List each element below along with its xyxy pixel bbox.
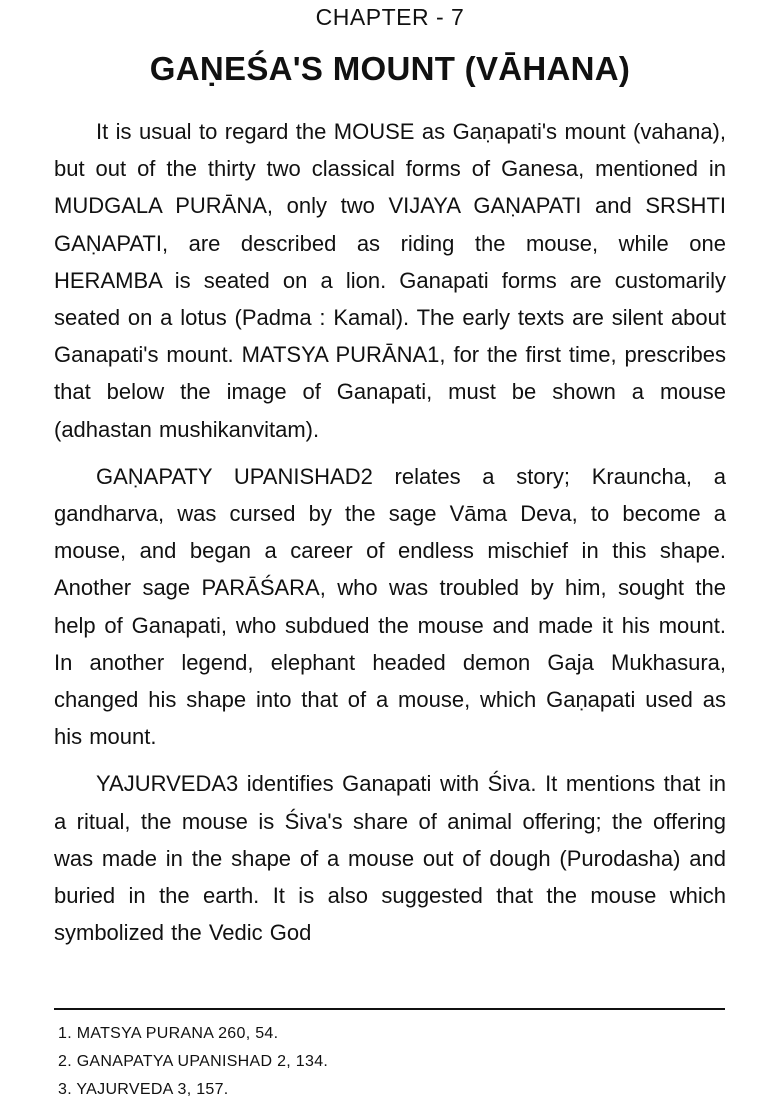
paragraph-yajurveda: YAJURVEDA3 identifies Ganapati with Śiva. It mentions that in a ritual, the mouse is Śiva's share of animal offering; the offering was made in the shape of a mouse out of dough (Purodasha) and buried in the earth. It is also suggested that the mouse which symbolized the Vedic God [54, 771, 726, 946]
chapter-title: GAṆEŚA'S MOUNT (VĀHANA) [149, 50, 631, 87]
body-text [54, 113, 726, 961]
footnote-item: 3. YAJURVEDA 3, 157. [58, 1081, 229, 1098]
paragraph-krauncha-legend: GAṆAPATY UPANISHAD2 relates a story; Krauncha, a gandharva, was cursed by the sage Vāma Deva, to become a mouse, and began a career of endless mischief in this shape. Another sage PARĀŚARA, who was troubled by him, sought the help of Ganapati, who subdued the mouse and made it his mount. In another legend, elephant headed demon Gaja Mukhasura, changed his shape into that of a mouse, which Gaṇapati used as his mount. [54, 463, 726, 750]
footnote-item: 2. GANAPATYA UPANISHAD 2, 134. [58, 1053, 329, 1070]
footnote-divider [54, 1008, 725, 1010]
footnotes-list [58, 1020, 718, 1104]
footnote-item: 1. MATSYA PURANA 260, 54. [58, 1025, 279, 1042]
chapter-label: CHAPTER - 7 [315, 4, 465, 30]
paragraph-mouse-as-mount: It is usual to regard the MOUSE as Gaṇapati's mount (vahana), but out of the thirty two classical forms of Ganesa, mentioned in MUDGALA PURĀNA, only two VIJAYA GAṆAPATI and SRSHTI GAṆAPATI, are described as riding the mouse, while one HERAMBA is seated on a lion. Ganapati forms are customarily seated on a lotus (Padma : Kamal). The early texts are silent about Ganapati's mount. MATSYA PURĀNA1, for the first time, prescribes that below the image of Ganapati, must be shown a mouse (adhastan mushikanvitam). [54, 119, 726, 442]
